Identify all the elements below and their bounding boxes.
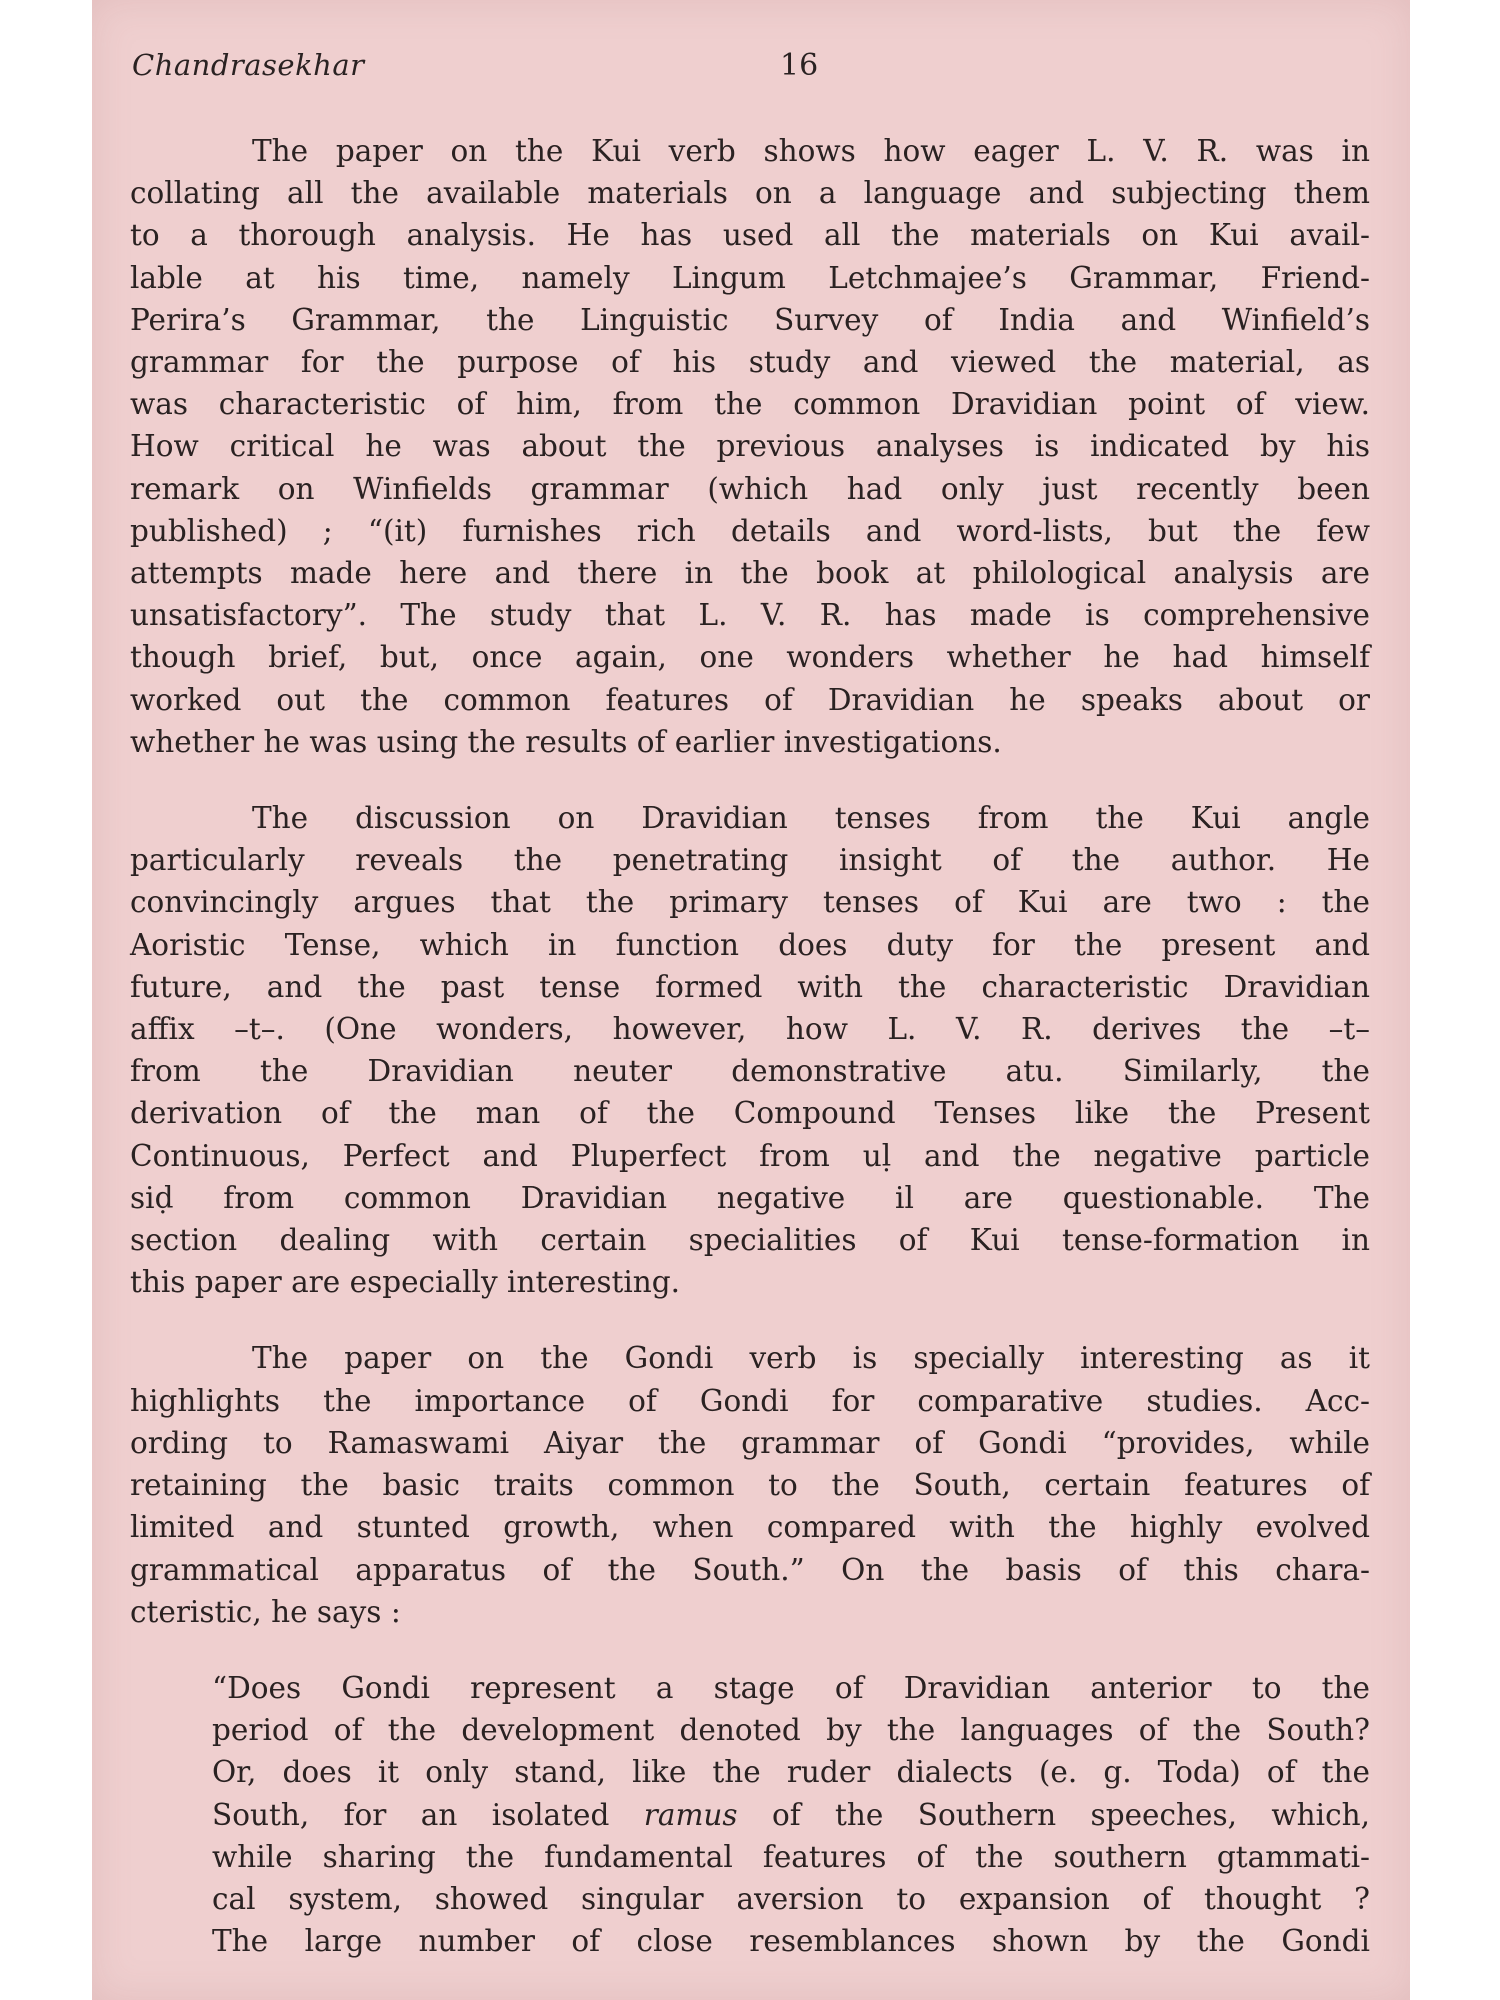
quote-line: The large number of close resemblances shown by the Gondi bbox=[212, 1924, 1370, 1959]
text-line: retaining the basic traits common to the South, certain features of bbox=[130, 1468, 1370, 1503]
text-line: whether he was using the results of earlier investigations. bbox=[130, 724, 1002, 759]
text-line: attempts made here and there in the book at philological analysis are bbox=[130, 556, 1370, 591]
text-line: The paper on the Gondi verb is specially interesting as it bbox=[252, 1341, 1370, 1376]
text-line: siḍ from common Dravidian negative il are questionable. The bbox=[130, 1180, 1370, 1215]
paragraph-dravidian-tenses bbox=[130, 797, 1370, 1303]
text-line: to a thorough analysis. He has used all the materials on Kui avail- bbox=[130, 218, 1370, 253]
text-line: published) ; “(it) furnishes rich details and word-lists, but the few bbox=[130, 513, 1370, 548]
text-line: derivation of the man of the Compound Tenses like the Present bbox=[130, 1096, 1370, 1131]
text-line: future, and the past tense formed with the characteristic Dravidian bbox=[130, 969, 1370, 1004]
text-line: cteristic, he says : bbox=[130, 1594, 401, 1629]
text-line: from the Dravidian neuter demonstrative atu. Similarly, the bbox=[130, 1054, 1370, 1089]
text-line: unsatisfactory”. The study that L. V. R. has made is comprehensive bbox=[130, 598, 1370, 633]
quote-line-ramus bbox=[212, 1794, 1370, 1836]
text-line: limited and stunted growth, when compared with the highly evolved bbox=[130, 1510, 1370, 1545]
quote-line: while sharing the fundamental features of the southern gtammati- bbox=[212, 1839, 1370, 1874]
text-line: though brief, but, once again, one wonders whether he had himself bbox=[130, 640, 1370, 675]
paragraph-gondi-verb bbox=[130, 1337, 1370, 1632]
text-line: worked out the common features of Dravidian he speaks about or bbox=[130, 682, 1370, 717]
quote-line-part: South, for an isolated bbox=[212, 1797, 610, 1832]
running-head: Chandrasekhar bbox=[132, 48, 365, 82]
text-line: particularly reveals the penetrating insight of the author. He bbox=[130, 843, 1370, 878]
text-line: ording to Ramaswami Aiyar the grammar of Gondi “provides, while bbox=[130, 1425, 1370, 1460]
quote-line-part: of the Southern speeches, which, bbox=[771, 1797, 1370, 1832]
quote-line: Or, does it only stand, like the ruder dialects (e. g. Toda) of the bbox=[212, 1755, 1370, 1790]
text-line: lable at his time, namely Lingum Letchmajee’s Grammar, Friend- bbox=[130, 260, 1370, 295]
text-line: was characteristic of him, from the common Dravidian point of view. bbox=[130, 387, 1370, 422]
text-line: collating all the available materials on a language and subjecting them bbox=[130, 176, 1370, 211]
text-line: convincingly argues that the primary tenses of Kui are two : the bbox=[130, 885, 1370, 920]
text-line: grammatical apparatus of the South.” On the basis of this chara- bbox=[130, 1552, 1370, 1587]
quote-line: “Does Gondi represent a stage of Dravidian anterior to the bbox=[212, 1670, 1370, 1705]
page-header bbox=[132, 48, 1370, 88]
body-text bbox=[130, 130, 1370, 1962]
text-line: this paper are especially interesting. bbox=[130, 1265, 681, 1300]
text-line: The discussion on Dravidian tenses from the Kui angle bbox=[252, 801, 1370, 836]
text-line: remark on Winfields grammar (which had only just recently been bbox=[130, 471, 1370, 506]
text-line: Aoristic Tense, which in function does duty for the present and bbox=[130, 927, 1370, 962]
italic-word: ramus bbox=[643, 1797, 738, 1832]
paragraph-kui-verb bbox=[130, 130, 1370, 763]
text-line: affix –t–. (One wonders, however, how L. V. R. derives the –t– bbox=[130, 1012, 1370, 1047]
text-line: The paper on the Kui verb shows how eager L. V. R. was in bbox=[252, 134, 1370, 168]
book-page bbox=[92, 0, 1410, 2000]
text-line: How critical he was about the previous analyses is indicated by his bbox=[130, 429, 1370, 464]
text-line: section dealing with certain specialities of Kui tense-formation in bbox=[130, 1223, 1370, 1258]
block-quote bbox=[212, 1667, 1370, 1962]
text-line: Perira’s Grammar, the Linguistic Survey of India and Winfield’s bbox=[130, 302, 1370, 337]
quote-line: cal system, showed singular aversion to expansion of thought ? bbox=[212, 1881, 1370, 1916]
text-line: grammar for the purpose of his study and viewed the material, as bbox=[130, 345, 1370, 380]
text-line: Continuous, Perfect and Pluperfect from uḷ and the negative particle bbox=[130, 1138, 1370, 1173]
text-line: highlights the importance of Gondi for comparative studies. Acc- bbox=[130, 1383, 1370, 1418]
quote-line: period of the development denoted by the languages of the South? bbox=[212, 1713, 1370, 1748]
page-number: 16 bbox=[780, 48, 819, 83]
